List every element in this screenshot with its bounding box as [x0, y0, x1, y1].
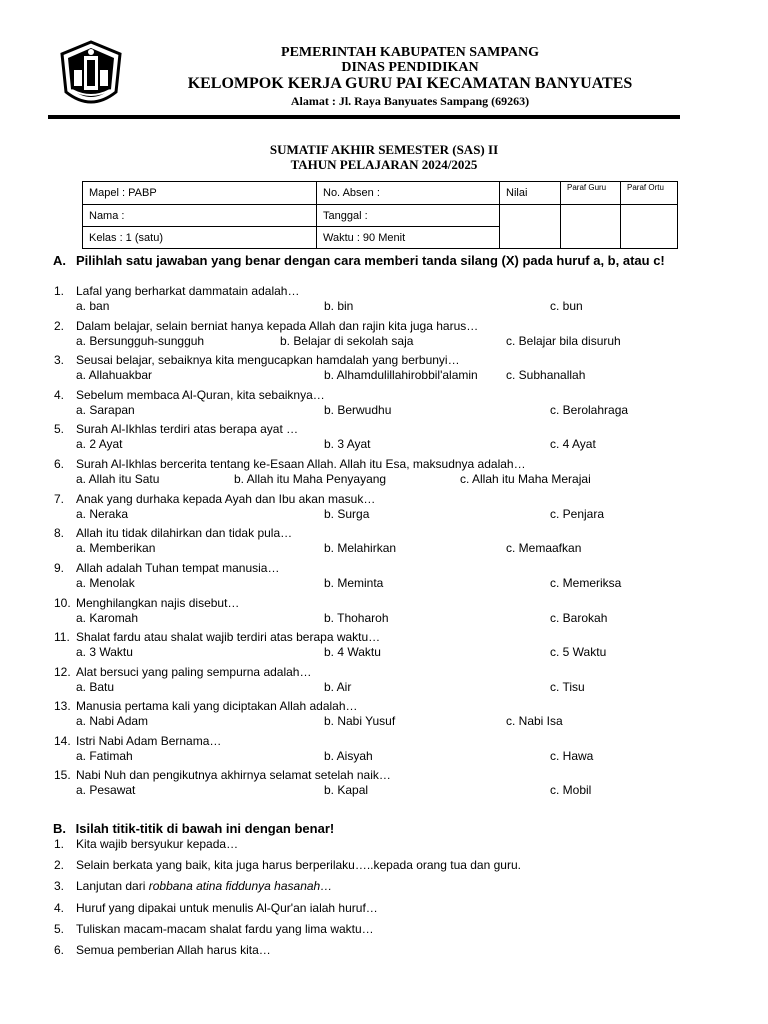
question-number: 9. — [54, 561, 65, 575]
option-a[interactable]: a. Batu — [76, 680, 115, 694]
option-c[interactable]: c. Berolahraga — [550, 403, 629, 417]
option-b[interactable]: b. Melahirkan — [324, 541, 397, 555]
kop-line-1: PEMERINTAH KABUPATEN SAMPANG — [281, 45, 539, 60]
option-c[interactable]: c. Mobil — [550, 783, 592, 797]
question-text: Anak yang durhaka kepada Ayah dan Ibu akan masuk… — [76, 492, 376, 506]
question-text: Menghilangkan najis disebut… — [76, 596, 240, 610]
question-text: Manusia pertama kali yang diciptakan Allah adalah… — [76, 699, 358, 713]
section-b-label: B. — [53, 821, 66, 836]
option-a[interactable]: a. Nabi Adam — [76, 714, 149, 728]
essay-text: Semua pemberian Allah harus kita… — [76, 943, 271, 957]
question-text: Surah Al-Ikhlas bercerita tentang ke-Esaan Allah. Allah itu Esa, maksudnya adalah… — [76, 457, 526, 471]
section-b-instruction: Isilah titik-titik di bawah ini dengan benar! — [75, 821, 335, 836]
paraf-guru-cell: Paraf Guru — [561, 182, 621, 205]
question-text: Allah itu tidak dilahirkan dan tidak pula… — [76, 526, 293, 540]
question-number: 6. — [54, 457, 65, 471]
essay-text: Tuliskan macam-macam shalat fardu yang lima waktu… — [76, 922, 374, 936]
question-number: 3. — [54, 353, 65, 367]
question-text: Lafal yang berharkat dammatain adalah… — [76, 284, 300, 298]
option-b[interactable]: b. Belajar di sekolah saja — [280, 334, 414, 348]
question-number: 5. — [54, 422, 65, 436]
option-c[interactable]: c. bun — [550, 299, 583, 313]
essay-text-plain: Lanjutan dari — [76, 879, 149, 893]
option-a[interactable]: a. Allah itu Satu — [76, 472, 160, 486]
section-a-label: A. — [53, 253, 66, 268]
option-a[interactable]: a. Fatimah — [76, 749, 133, 763]
header-divider — [48, 115, 680, 119]
kop-line-3: KELOMPOK KERJA GURU PAI KECAMATAN BANYUATES — [187, 75, 633, 92]
question-text: Allah adalah Tuhan tempat manusia… — [76, 561, 280, 575]
option-a[interactable]: a. Bersungguh-sungguh — [76, 334, 205, 348]
nilai-cell: Nilai — [500, 182, 561, 205]
option-c[interactable]: c. Penjara — [550, 507, 605, 521]
question-number: 11. — [54, 630, 70, 644]
option-b[interactable]: b. Aisyah — [324, 749, 373, 763]
no-absen-cell[interactable]: No. Absen : — [317, 182, 500, 205]
tanggal-cell[interactable]: Tanggal : — [317, 205, 500, 227]
question-text: Sebelum membaca Al-Quran, kita sebaiknya… — [76, 388, 325, 402]
question-text: Shalat fardu atau shalat wajib terdiri atas berapa waktu… — [76, 630, 381, 644]
essay-number: 1. — [54, 837, 65, 851]
option-a[interactable]: a. Memberikan — [76, 541, 156, 555]
kelas-cell: Kelas : 1 (satu) — [83, 227, 317, 249]
kop-line-2: DINAS PENDIDIKAN — [341, 60, 479, 75]
option-b[interactable]: b. Alhamdulillahirobbil'alamin — [324, 368, 478, 382]
essay-text: Huruf yang dipakai untuk menulis Al-Qur'an ialah huruf… — [76, 901, 378, 915]
option-c[interactable]: c. Tisu — [550, 680, 585, 694]
section-a-instruction: Pilihlah satu jawaban yang benar dengan cara memberi tanda silang (X) pada huruf a, b, atau c! — [76, 253, 665, 268]
option-a[interactable]: a. 3 Waktu — [76, 645, 133, 659]
exam-title: SUMATIF AKHIR SEMESTER (SAS) II — [269, 142, 499, 157]
paraf-ortu-cell: Paraf Ortu — [621, 182, 678, 205]
option-b[interactable]: b. Meminta — [324, 576, 384, 590]
question-number: 1. — [54, 284, 65, 298]
question-text: Alat bersuci yang paling sempurna adalah… — [76, 665, 312, 679]
question-text: Dalam belajar, selain berniat hanya kepada Allah dan rajin kita juga harus… — [76, 319, 479, 333]
essay-text: Selain berkata yang baik, kita juga harus berperilaku…..kepada orang tua dan guru. — [76, 858, 521, 872]
option-a[interactable]: a. 2 Ayat — [76, 437, 123, 451]
option-c[interactable]: c. Nabi Isa — [506, 714, 563, 728]
option-a[interactable]: a. Pesawat — [76, 783, 136, 797]
question-text: Surah Al-Ikhlas terdiri atas berapa ayat … — [76, 422, 299, 436]
waktu-cell: Waktu : 90 Menit — [317, 227, 500, 249]
essay-number: 2. — [54, 858, 65, 872]
option-b[interactable]: b. Thoharoh — [324, 611, 389, 625]
question-text: Nabi Nuh dan pengikutnya akhirnya selamat setelah naik… — [76, 768, 391, 782]
question-number: 4. — [54, 388, 65, 402]
section-b-heading — [53, 821, 334, 836]
paraf-ortu-box — [621, 205, 678, 249]
exam-year: TAHUN PELAJARAN 2024/2025 — [290, 157, 478, 172]
question-number: 15. — [54, 768, 71, 782]
question-text: Istri Nabi Adam Bernama… — [76, 734, 222, 748]
option-b[interactable]: b. Allah itu Maha Penyayang — [234, 472, 387, 486]
essay-text: Kita wajib bersyukur kepada… — [76, 837, 239, 851]
nama-cell[interactable]: Nama : — [83, 205, 317, 227]
question-number: 10. — [54, 596, 71, 610]
kabupaten-sampang-logo — [58, 40, 124, 112]
option-c[interactable]: c. Subhanallah — [506, 368, 586, 382]
nilai-box — [500, 205, 561, 249]
essay-number: 3. — [54, 879, 65, 893]
question-number: 13. — [54, 699, 71, 713]
option-a[interactable]: a. Sarapan — [76, 403, 135, 417]
option-c[interactable]: c. Memeriksa — [550, 576, 622, 590]
question-number: 2. — [54, 319, 65, 333]
option-c[interactable]: c. Hawa — [550, 749, 594, 763]
option-a[interactable]: a. ban — [76, 299, 110, 313]
option-b[interactable]: b. Nabi Yusuf — [324, 714, 396, 728]
question-text: Seusai belajar, sebaiknya kita mengucapkan hamdalah yang berbunyi… — [76, 353, 460, 367]
essay-number: 5. — [54, 922, 65, 936]
option-c[interactable]: c. Barokah — [550, 611, 608, 625]
question-number: 12. — [54, 665, 71, 679]
option-b[interactable]: b. 3 Ayat — [324, 437, 371, 451]
option-b[interactable]: b. Berwudhu — [324, 403, 392, 417]
essay-text-italic: robbana atina fiddunya hasanah… — [148, 879, 333, 893]
essay-text — [76, 879, 332, 893]
option-c[interactable]: c. Memaafkan — [506, 541, 582, 555]
essay-number: 4. — [54, 901, 65, 915]
paraf-guru-box — [561, 205, 621, 249]
option-a[interactable]: a. Allahuakbar — [76, 368, 153, 382]
option-b[interactable]: b. bin — [324, 299, 354, 313]
option-a[interactable]: a. Karomah — [76, 611, 139, 625]
kop-address: Alamat : Jl. Raya Banyuates Sampang (69263) — [290, 94, 530, 108]
option-c[interactable]: c. Allah itu Maha Merajai — [460, 472, 591, 486]
option-a[interactable]: a. Menolak — [76, 576, 135, 590]
essay-number: 6. — [54, 943, 65, 957]
option-b[interactable]: b. Kapal — [324, 783, 369, 797]
mapel-cell: Mapel : PABP — [83, 182, 317, 205]
question-number: 7. — [54, 492, 65, 506]
question-number: 14. — [54, 734, 71, 748]
option-b[interactable]: b. 4 Waktu — [324, 645, 381, 659]
option-c[interactable]: c. Belajar bila disuruh — [506, 334, 621, 348]
question-number: 8. — [54, 526, 65, 540]
option-b[interactable]: b. Air — [324, 680, 352, 694]
option-a[interactable]: a. Neraka — [76, 507, 129, 521]
option-c[interactable]: c. 4 Ayat — [550, 437, 596, 451]
option-c[interactable]: c. 5 Waktu — [550, 645, 607, 659]
option-b[interactable]: b. Surga — [324, 507, 370, 521]
identity-table — [82, 181, 678, 249]
